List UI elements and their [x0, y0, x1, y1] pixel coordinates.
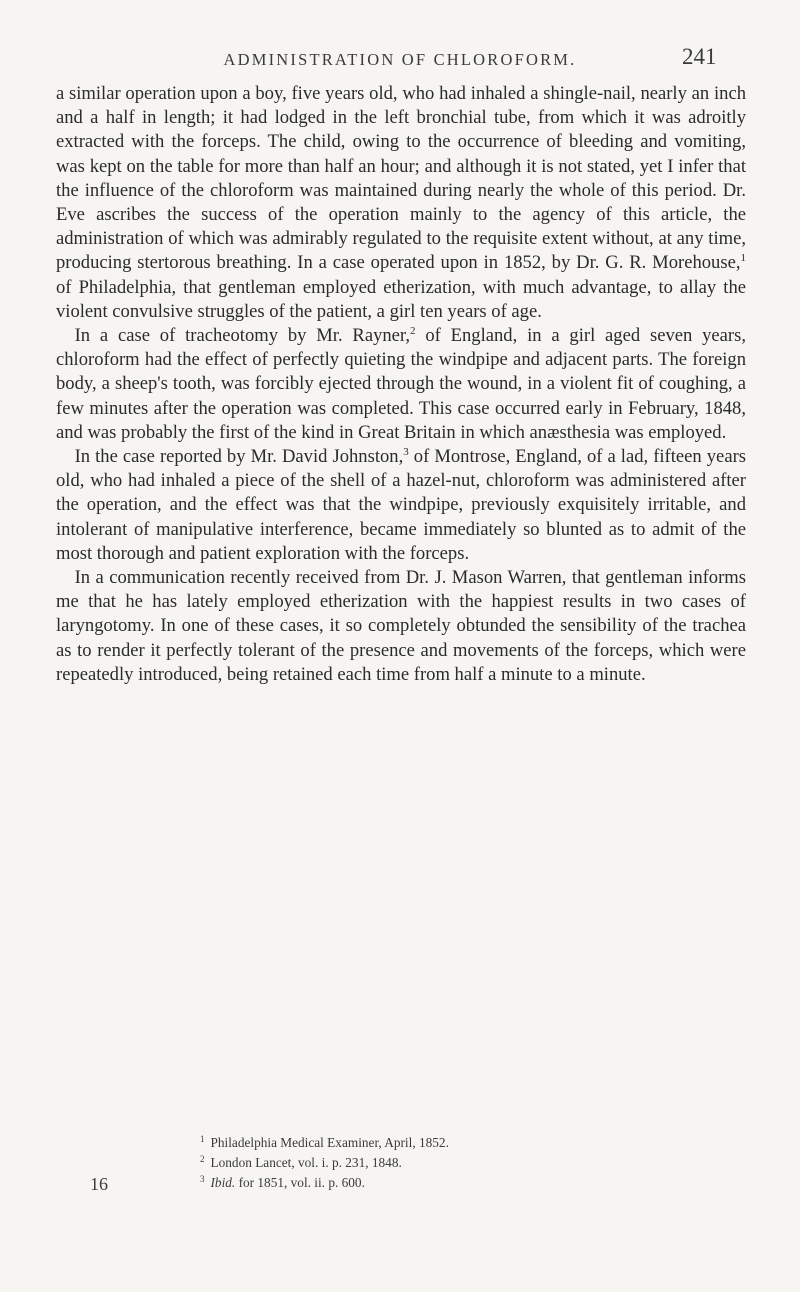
footnote-ref-2: 2: [410, 324, 416, 337]
footnote-text: Philadelphia Medical Examiner, April, 1852.: [210, 1135, 449, 1150]
page-number: 241: [682, 44, 717, 69]
paragraph-1-text-a: a similar operation upon a boy, five years old, who had inhaled a shingle-nail, nearly an inch and a half in length; it had lodged in the left bronchial tube, from which it was adroitly extracted with the forceps. The child, owing to the occurrence of bleeding and vomiting, was kept on the table for more than half an hour; and although it is not stated, yet I infer that the influence of the chloroform was maintained during nearly the whole of this period. Dr. Eve ascribes the success of the operation mainly to the agency of this article, the administration of which was admirably regulated to the requisite extent without, at any time, producing stertorous breathing. In a case operated upon in 1852, by Dr. G. R. Morehouse,: [56, 83, 746, 274]
paragraph-1-text-b: of Philadelphia, that gentleman employed etherization, with much advantage, to allay the violent convulsive struggles of the patient, a girl ten years of age.: [56, 276, 746, 322]
paragraph-3-text-b: of Montrose, England, of a lad, fifteen years old, who had inhaled a piece of the shell of a hazel-nut, chloroform was administered after the operation, and the effect was that the windpipe, previously exquisitely irritable, and intolerant of manipulative interference, became immediately so blunted as to admit of the most thorough and patient exploration with the forceps.: [56, 446, 746, 564]
footnote-text: for 1851, vol. ii. p. 600.: [235, 1175, 365, 1190]
paragraph-4-text: In a communication recently received from Dr. J. Mason Warren, that gentleman informs me that he has lately employed etherization with the happiest results in two cases of laryngotomy. In one of these cases, it so completely obtunded the sensibility of the trachea as to render it perfectly tolerant of the presence and movements of the forceps, which were repeatedly introduced, being retained each time from half a minute to a minute.: [56, 567, 746, 685]
body-text: [56, 82, 746, 687]
footnote-ref-1: 1: [740, 252, 746, 265]
footnotes: [200, 1133, 760, 1193]
footnote-ibid: Ibid.: [210, 1175, 236, 1190]
paragraph-2-text-a: In a case of tracheotomy by Mr. Rayner,: [74, 325, 411, 347]
paragraph-3: [56, 445, 746, 566]
paragraph-3-text-a: In the case reported by Mr. David Johnston,: [74, 446, 404, 468]
footnote-mark: 2: [200, 1153, 205, 1164]
footnote-ref-3: 3: [403, 445, 409, 458]
footnote-mark: 3: [200, 1173, 205, 1184]
footnote-mark: 1: [200, 1133, 205, 1144]
paragraph-1: [56, 82, 746, 324]
paragraph-2: [56, 324, 746, 445]
footnote-3: [200, 1173, 760, 1193]
footnote-2: [200, 1153, 760, 1173]
paragraph-2-text-b: of England, in a girl aged seven years, chloroform had the effect of perfectly quieting the windpipe and adjacent parts. The foreign body, a sheep's tooth, was forcibly ejected through the wound, in a violent fit of coughing, a few minutes after the operation was completed. This case occurred early in February, 1848, and was probably the first of the kind in Great Britain in which anæsthesia was employed.: [56, 325, 747, 443]
paragraph-4: [56, 566, 746, 687]
running-header: ADMINISTRATION OF CHLOROFORM.: [223, 50, 577, 69]
footnote-text: London Lancet, vol. i. p. 231, 1848.: [210, 1155, 402, 1170]
signature-mark: 16: [90, 1174, 108, 1194]
footnote-1: [200, 1133, 760, 1153]
